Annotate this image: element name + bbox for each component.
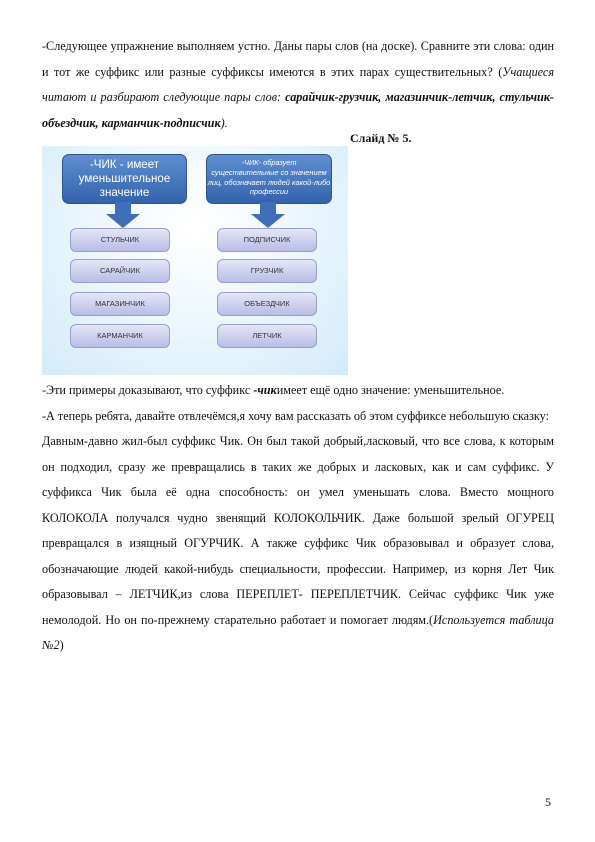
left-item: САРАЙЧИК xyxy=(70,259,170,283)
slide-label: Слайд № 5. xyxy=(350,131,412,145)
word-pairs: сарайчик-грузчик, магазинчик-летчик, стульчик-объездчик, карманчик-подписчик xyxy=(42,90,554,130)
p2-start: -Эти примеры доказывают, что суффикс xyxy=(42,383,254,397)
page-number: 5 xyxy=(545,795,551,809)
down-arrow-icon xyxy=(106,202,140,228)
right-item: ОБЪЕЗДЧИК xyxy=(217,292,317,316)
story-intro-paragraph: -А теперь ребята, давайте отвлечёмся,я хочу вам рассказать об этом суффиксе небольшую сказку: xyxy=(42,409,549,423)
intro-italic: Учащиеся читают и разбирают следующие пары слов: xyxy=(42,64,554,104)
story-end: ) xyxy=(59,638,64,652)
left-item: КАРМАНЧИК xyxy=(70,324,170,348)
story-text: Давным-давно жил-был суффикс Чик. Он был такой добрый,ласковый, что все слова, к которым он подходил, сразу же превращались в таких же добрых и ласковых, как и сам суффикс. У суффикса Чик была её одна способность: он умел уменьшать слова. Вместо мощного КОЛОКОЛА получался чудно звенящий КОЛОКОЛЬЧИК. Даже большой зрелый ОГУРЕЦ превращался в изящный ОГУРЧИК. А также суффикс Чик образовывал и образует слова, обозначающие людей какой-нибудь специальности, профессии. Например, из корня Лет Чик образовывал – ЛЕТЧИК,из слова ПЕРЕПЛЕТ- ПЕРЕПЛЕТЧИК. Сейчас суффикс Чик уже немолодой. Но он по-прежнему старательно работает и помогает людям.( xyxy=(42,434,554,627)
right-item: ЛЕТЧИК xyxy=(217,324,317,348)
right-item: ПОДПИСЧИК xyxy=(217,228,317,252)
p2-end: имеет ещё одно значение: уменьшительное. xyxy=(276,383,505,397)
intro-end: ). xyxy=(220,115,228,130)
suffix-chik: -чик xyxy=(253,383,277,397)
suffix-meaning-paragraph xyxy=(42,378,554,404)
down-arrow-icon xyxy=(251,202,285,228)
story-paragraph xyxy=(42,429,554,659)
left-item: МАГАЗИНЧИК xyxy=(70,292,170,316)
intro-text: -Следующее упражнение выполняем устно. Даны пары слов (на доске). Сравните эти слова: один и тот же суффикс или разные суффиксы имеются в этих парах существительных? ( xyxy=(42,39,554,79)
left-item: СТУЛЬЧИК xyxy=(70,228,170,252)
intro-paragraph xyxy=(42,34,554,136)
slide-image xyxy=(42,146,348,375)
right-item: ГРУЗЧИК xyxy=(217,259,317,283)
table-reference: Используется таблица №2 xyxy=(42,612,554,652)
right-header-box: -ЧИК- образует существительные со значением лиц, обозначает людей какой-либо профессии xyxy=(206,154,332,204)
left-header-box: -ЧИК - имеет уменьшительное значение xyxy=(62,154,187,204)
